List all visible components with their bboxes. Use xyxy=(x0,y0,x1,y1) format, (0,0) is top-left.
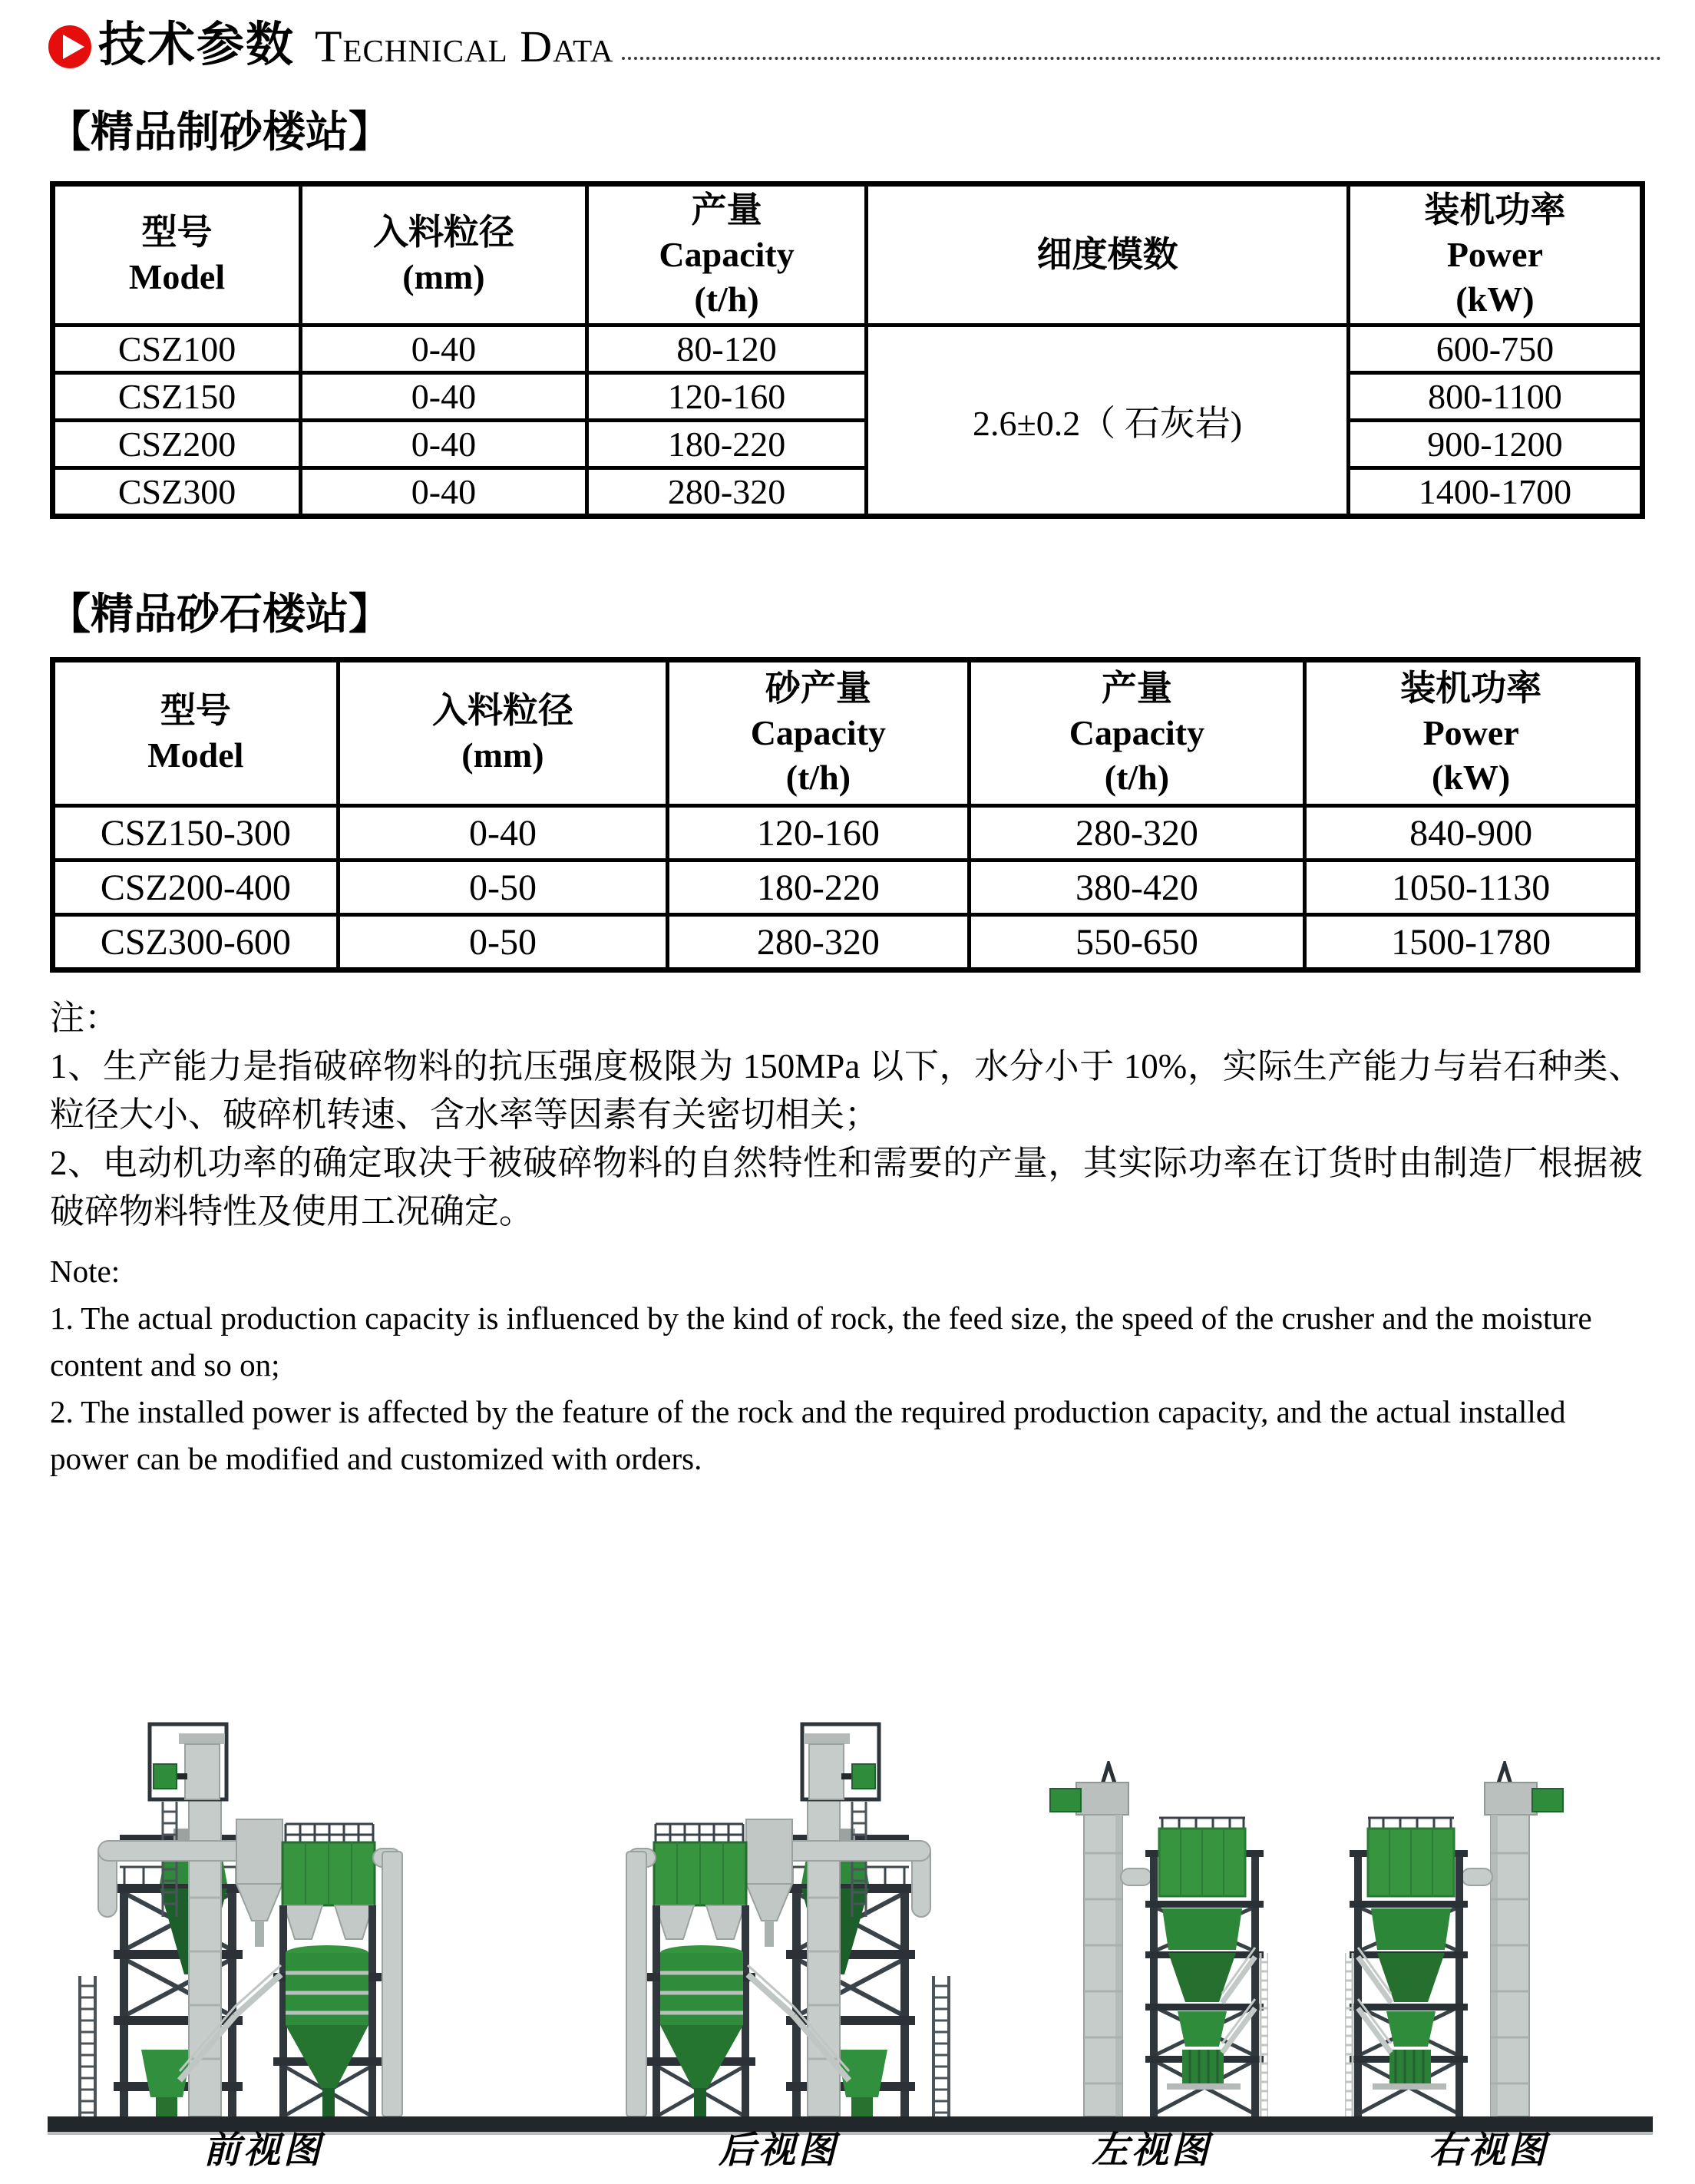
note-item: 2. The installed power is affected by the feature of the rock and the required production capacity, and the actual installed power can be modified and customized with orders. xyxy=(50,1394,1566,1476)
notes-zh xyxy=(50,994,1643,1236)
cell-capacity: 80-120 xyxy=(586,325,866,373)
cell-power: 1400-1700 xyxy=(1348,468,1642,517)
cell-feed: 0-40 xyxy=(301,421,587,468)
cell-sand-capacity: 180-220 xyxy=(668,861,969,915)
table-header-row xyxy=(53,660,1638,806)
cell-fineness-merged: 2.6±0.2（ 石灰岩) xyxy=(867,325,1349,517)
header-label: 型号 xyxy=(160,691,231,730)
back-view-illustration xyxy=(591,1721,952,2116)
dotted-leader xyxy=(622,21,1661,60)
table-row xyxy=(53,325,1643,373)
cell-power: 840-900 xyxy=(1305,806,1638,861)
header-label: 装机功率 xyxy=(1424,190,1566,230)
note-item: 1、生产能力是指破碎物料的抗压强度极限为 150MPa 以下，水分小于 10%，实际生产能力与岩石种类、粒径大小、破碎机转速、含水率等因素有关密切相关； xyxy=(50,1047,1643,1134)
col-header-capacity xyxy=(586,184,866,325)
header-label: Model xyxy=(128,257,226,296)
right-view-illustration xyxy=(1345,1761,1575,2116)
header-label: 入料粒径 xyxy=(372,213,514,252)
cell-feed: 0-50 xyxy=(338,861,668,915)
notes-en-label: Note: xyxy=(50,1254,121,1289)
page-title-zh: 技术参数 xyxy=(98,19,296,71)
cell-model: CSZ300-600 xyxy=(53,915,339,970)
header-label: (t/h) xyxy=(785,758,851,797)
header-label: (t/h) xyxy=(694,279,759,319)
left-view-illustration xyxy=(1038,1761,1268,2116)
note-item: 1. The actual production capacity is influenced by the kind of rock, the feed size, the speed of the crusher and the moisture content and so on; xyxy=(50,1300,1592,1383)
cell-capacity: 180-220 xyxy=(586,421,866,468)
section-title-sand-making: 【精品制砂楼站】 xyxy=(48,109,392,157)
header-label: (kW) xyxy=(1432,758,1511,797)
page-title-en: Technical Data xyxy=(315,21,614,71)
header-label: 型号 xyxy=(141,213,213,252)
ground-bar xyxy=(48,2116,1653,2132)
table-row xyxy=(53,861,1638,915)
sand-gravel-table xyxy=(50,657,1640,973)
cell-sand-capacity: 120-160 xyxy=(668,806,969,861)
table-row xyxy=(53,806,1638,861)
cell-feed: 0-40 xyxy=(301,468,587,517)
cell-feed: 0-40 xyxy=(301,325,587,373)
view-label-front: 前视图 xyxy=(203,2130,324,2171)
page-header xyxy=(0,0,1695,71)
header-label: Model xyxy=(147,735,244,775)
col-header-capacity xyxy=(969,660,1305,806)
table-row xyxy=(53,468,1643,517)
sand-making-table xyxy=(50,181,1645,519)
header-label: Capacity xyxy=(1069,713,1205,752)
table-header-row xyxy=(53,184,1643,325)
cell-capacity: 380-420 xyxy=(969,861,1305,915)
header-label: 入料粒径 xyxy=(431,691,573,730)
cell-model: CSZ100 xyxy=(53,325,301,373)
cell-model: CSZ200 xyxy=(53,421,301,468)
cell-capacity: 550-650 xyxy=(969,915,1305,970)
col-header-power xyxy=(1348,184,1642,325)
header-label: (mm) xyxy=(461,735,544,775)
cell-sand-capacity: 280-320 xyxy=(668,915,969,970)
header-label: 砂产量 xyxy=(765,669,871,708)
cell-power: 1050-1130 xyxy=(1305,861,1638,915)
cell-power: 600-750 xyxy=(1348,325,1642,373)
col-header-feed xyxy=(301,184,587,325)
header-label: Power xyxy=(1446,235,1543,274)
front-view-illustration xyxy=(77,1721,438,2116)
view-label-left: 左视图 xyxy=(1091,2130,1212,2171)
notes-en xyxy=(50,1248,1643,1482)
cell-capacity: 120-160 xyxy=(586,373,866,421)
cell-power: 800-1100 xyxy=(1348,373,1642,421)
cell-model: CSZ150-300 xyxy=(53,806,339,861)
header-label: 装机功率 xyxy=(1400,669,1542,708)
col-header-model xyxy=(53,660,339,806)
table-row xyxy=(53,373,1643,421)
header-label: (t/h) xyxy=(1104,758,1170,797)
table-row xyxy=(53,421,1643,468)
col-header-power xyxy=(1305,660,1638,806)
col-header-feed xyxy=(338,660,668,806)
header-label: Capacity xyxy=(659,235,795,274)
header-label: (mm) xyxy=(402,257,485,296)
note-item: 2、电动机功率的确定取决于被破碎物料的自然特性和需要的产量，其实际功率在订货时由制造厂根据被破碎物料特性及使用工况确定。 xyxy=(50,1144,1643,1231)
header-label: Capacity xyxy=(750,713,887,752)
cell-capacity: 280-320 xyxy=(969,806,1305,861)
cell-model: CSZ150 xyxy=(53,373,301,421)
cell-feed: 0-50 xyxy=(338,915,668,970)
cell-power: 900-1200 xyxy=(1348,421,1642,468)
cell-power: 1500-1780 xyxy=(1305,915,1638,970)
section-title-sand-gravel: 【精品砂石楼站】 xyxy=(48,591,392,639)
header-label: 产量 xyxy=(691,190,762,230)
table-row xyxy=(53,915,1638,970)
col-header-model xyxy=(53,184,301,325)
header-label: Power xyxy=(1422,713,1519,752)
header-label: 产量 xyxy=(1101,669,1172,708)
cell-capacity: 280-320 xyxy=(586,468,866,517)
col-header-sand-capacity xyxy=(668,660,969,806)
cell-feed: 0-40 xyxy=(301,373,587,421)
play-icon xyxy=(48,25,92,69)
header-label: (kW) xyxy=(1455,279,1535,319)
cell-feed: 0-40 xyxy=(338,806,668,861)
cell-model: CSZ300 xyxy=(53,468,301,517)
view-label-back: 后视图 xyxy=(718,2130,839,2171)
notes-zh-label: 注： xyxy=(50,999,120,1037)
cell-model: CSZ200-400 xyxy=(53,861,339,915)
header-label: 细度模数 xyxy=(1036,235,1178,274)
view-label-right: 右视图 xyxy=(1428,2130,1549,2171)
col-header-fineness xyxy=(867,184,1349,325)
